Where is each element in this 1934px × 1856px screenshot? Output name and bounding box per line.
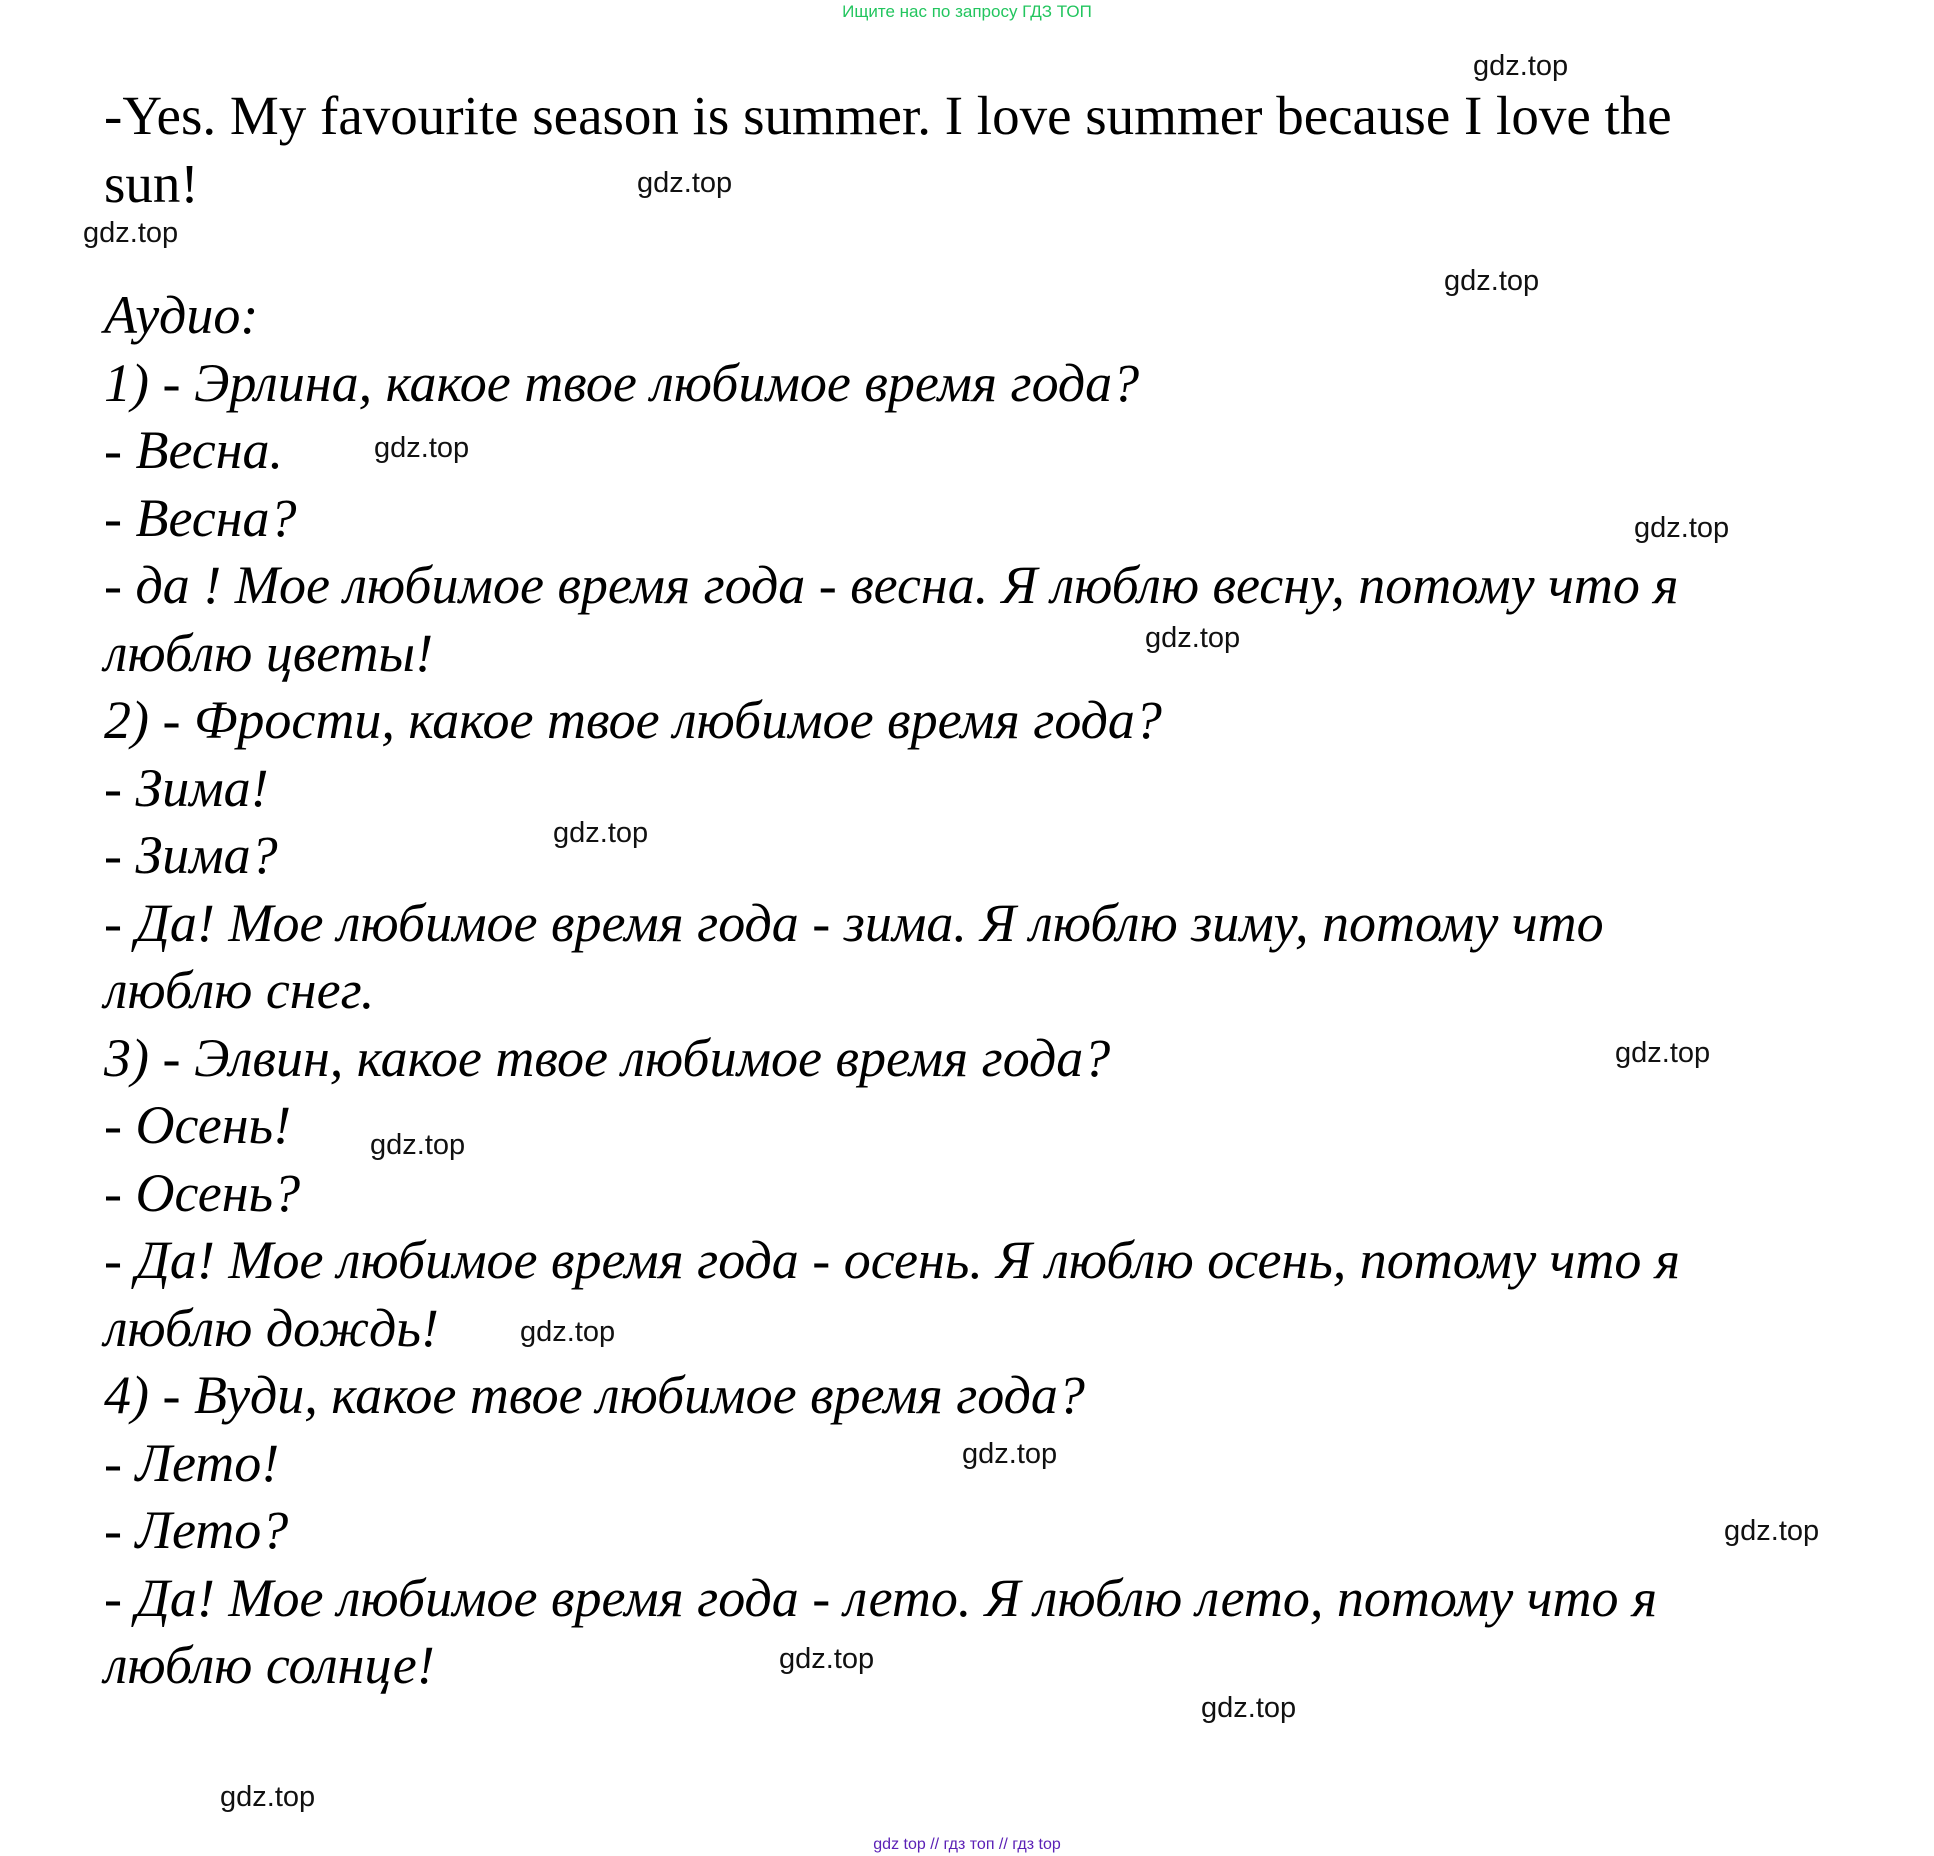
audio-line: - Зима? xyxy=(104,825,278,885)
audio-title: Аудио: xyxy=(104,285,259,345)
watermark: gdz.top xyxy=(1444,265,1540,297)
audio-line: - Весна? xyxy=(104,487,297,548)
audio-line: люблю цветы! xyxy=(104,622,434,683)
audio-line: люблю снег. xyxy=(104,960,375,1020)
audio-line: люблю солнце! xyxy=(104,1635,435,1695)
top-search-hint: Ищите нас по запросу ГДЗ ТОП xyxy=(842,2,1092,21)
audio-line: люблю дождь! xyxy=(104,1297,439,1358)
watermark: gdz.top xyxy=(779,1643,875,1675)
watermark: gdz.top xyxy=(1473,50,1569,82)
audio-line: - да ! Мое любимое время года - весна. Я люблю весну, потому что я xyxy=(104,555,1679,615)
answer-line-1: -Yes. My favourite season is summer. I love summer because I love the xyxy=(104,85,1672,146)
audio-line: - Осень? xyxy=(104,1162,301,1223)
audio-line: 3) - Элвин, какое твое любимое время года? xyxy=(104,1027,1111,1088)
watermark: gdz.top xyxy=(374,432,470,464)
watermark: gdz.top xyxy=(83,217,179,249)
audio-line: - Осень! xyxy=(104,1095,292,1155)
watermark: gdz.top xyxy=(553,817,649,849)
watermark: gdz.top xyxy=(220,1781,316,1813)
watermark: gdz.top xyxy=(1724,1515,1820,1547)
audio-line: - Весна. xyxy=(104,420,283,480)
watermark: gdz.top xyxy=(1145,622,1241,654)
watermark: gdz.top xyxy=(1634,512,1730,544)
audio-line: - Да! Мое любимое время года - зима. Я люблю зиму, потому что xyxy=(104,892,1604,953)
answer-line-2: sun! xyxy=(104,153,199,214)
audio-line: 2) - Фрости, какое твое любимое время года? xyxy=(104,690,1162,750)
audio-line: - Да! Мое любимое время года - лето. Я люблю лето, потому что я xyxy=(104,1567,1658,1628)
footer-links: gdz top // гдз топ // гдз top xyxy=(873,1836,1061,1853)
audio-transcript xyxy=(104,282,1844,1700)
watermark: gdz.top xyxy=(1615,1037,1711,1069)
watermark: gdz.top xyxy=(1201,1692,1297,1724)
audio-line: - Зима! xyxy=(104,757,269,818)
watermark: gdz.top xyxy=(637,167,733,199)
audio-line: - Лето? xyxy=(104,1500,289,1560)
watermark: gdz.top xyxy=(962,1438,1058,1470)
audio-line: 4) - Вуди, какое твое любимое время года? xyxy=(104,1365,1085,1425)
watermark: gdz.top xyxy=(370,1129,466,1161)
audio-line: 1) - Эрлина, какое твое любимое время года? xyxy=(104,352,1140,413)
audio-line: - Да! Мое любимое время года - осень. Я люблю осень, потому что я xyxy=(104,1230,1681,1290)
watermark: gdz.top xyxy=(520,1316,616,1348)
answer-text xyxy=(104,82,1844,218)
audio-line: - Лето! xyxy=(104,1432,280,1493)
